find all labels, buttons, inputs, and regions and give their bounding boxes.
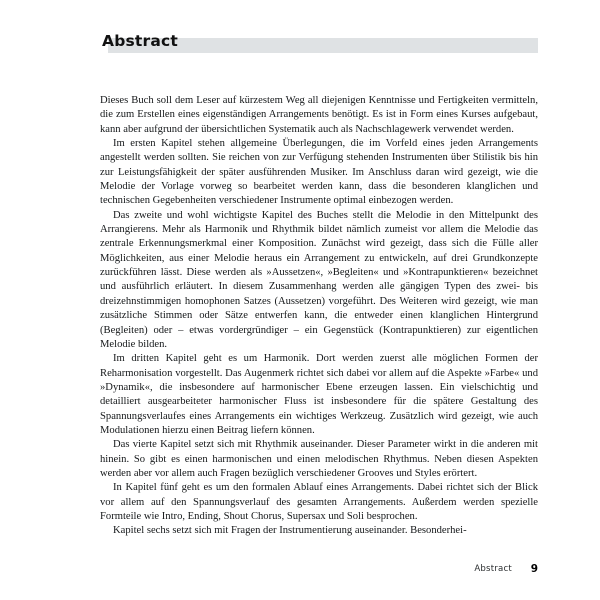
paragraph: Im dritten Kapitel geht es um Harmonik. Dort werden zuerst alle möglichen Formen der Reharmonisation vorgestellt. Das Augenmerk richtet sich dabei vor allem auf die Aspekte »Farbe« und »Dynamik«, die insbesondere auf harmonischer Ebene erzeugen lassen. Ein vielschichtig und detailliert ausgearbeiteter harmonischer Fluss ist insbesondere für die spätere Gestaltung des Spannungsverlaufes eines Arrangements ein wichtiges Werkzeug. Zusätzlich wird gezeigt, wie auch Modulationen hierzu einen Beitrag liefern können.: [100, 353, 538, 436]
paragraph: In Kapitel fünf geht es um den formalen Ablauf eines Arrangements. Dabei richtet sich der Blick vor allem auf den Spannungsverlauf des gesamten Arrangements. Außerdem werden spezielle Formteile wie Intro, Ending, Shout Chorus, Supersax und Soli besprochen.: [100, 482, 538, 522]
paragraph: Im ersten Kapitel stehen allgemeine Überlegungen, die im Vorfeld eines jeden Arrangements angestellt werden sollten. Sie reichen von zur Verfügung stehenden Instrumenten über Stilistik bis hin zur Leistungsfähigkeit der später ausführenden Musiker. Im Anschluss daran wird gezeigt, wie die Melodie der Vorlage vorweg so bearbeitet werden kann, dass die besonderen klanglichen und technischen Gegebenheiten verschiedener Instrumente optimal einbezogen werden.: [100, 138, 538, 207]
paragraph: Kapitel sechs setzt sich mit Fragen der Instrumentierung auseinander. Besonderhei-: [113, 525, 467, 537]
page-number: 9: [530, 563, 538, 575]
paragraph: Dieses Buch soll dem Leser auf kürzestem Weg all diejenigen Kenntnisse und Fertigkeiten vermitteln, die zum Erstellen eines eigenständigen Arrangements benötigt. Es ist in Form eines Kurses aufgebaut, kann aber aufgrund der übersichtlichen Systematik auch als Nachschlagewerk verwendet werden.: [100, 95, 538, 135]
body-text: [100, 94, 538, 539]
footer-section-label: Abstract: [474, 564, 512, 574]
paragraph: Das vierte Kapitel setzt sich mit Rhythmik auseinander. Dieser Parameter wirkt in die anderen mit hinein. So gibt es einen harmonischen und einen melodischen Rhythmus. Neben diesen Aspekten werden aber vor allem auch Fragen bezüglich verschiedener Grooves und Styles erörtert.: [100, 439, 538, 479]
abstract-heading: [100, 32, 538, 58]
page-title: Abstract: [102, 32, 179, 50]
page-footer: [100, 558, 538, 574]
paragraph: Das zweite und wohl wichtigste Kapitel des Buches stellt die Melodie in den Mittelpunkt des Arrangierens. Mehr als Harmonik und Rhythmik bildet nämlich zumeist vor allem die Melodie das zentrale Erkennungsmerkmal einer Komposition. Zunächst wird gezeigt, dass sich die Fülle aller Möglichkeiten, aus einer Melodie heraus ein Arrangement zu entwickeln, auf drei Grundkonzepte zurückführen lässt. Diese werden als »Aussetzen«, »Begleiten« und »Kontrapunktieren« bezeichnet und ausführlich erläutert. In diesem Zusammenhang werden alle gängigen Typen des zwei- bis dreizehnstimmigen homophonen Satzes (Aussetzen) vorgeführt. Des Weiteren wird gezeigt, wie man zusätzliche Stimmen oder Sätze entwerfen kann, die entweder einen klanglichen Hintergrund (Begleiten) oder – etwas vordergründiger – ein Gegenstück (Kontrapunktieren) zur eigentlichen Melodie bilden.: [100, 209, 538, 350]
